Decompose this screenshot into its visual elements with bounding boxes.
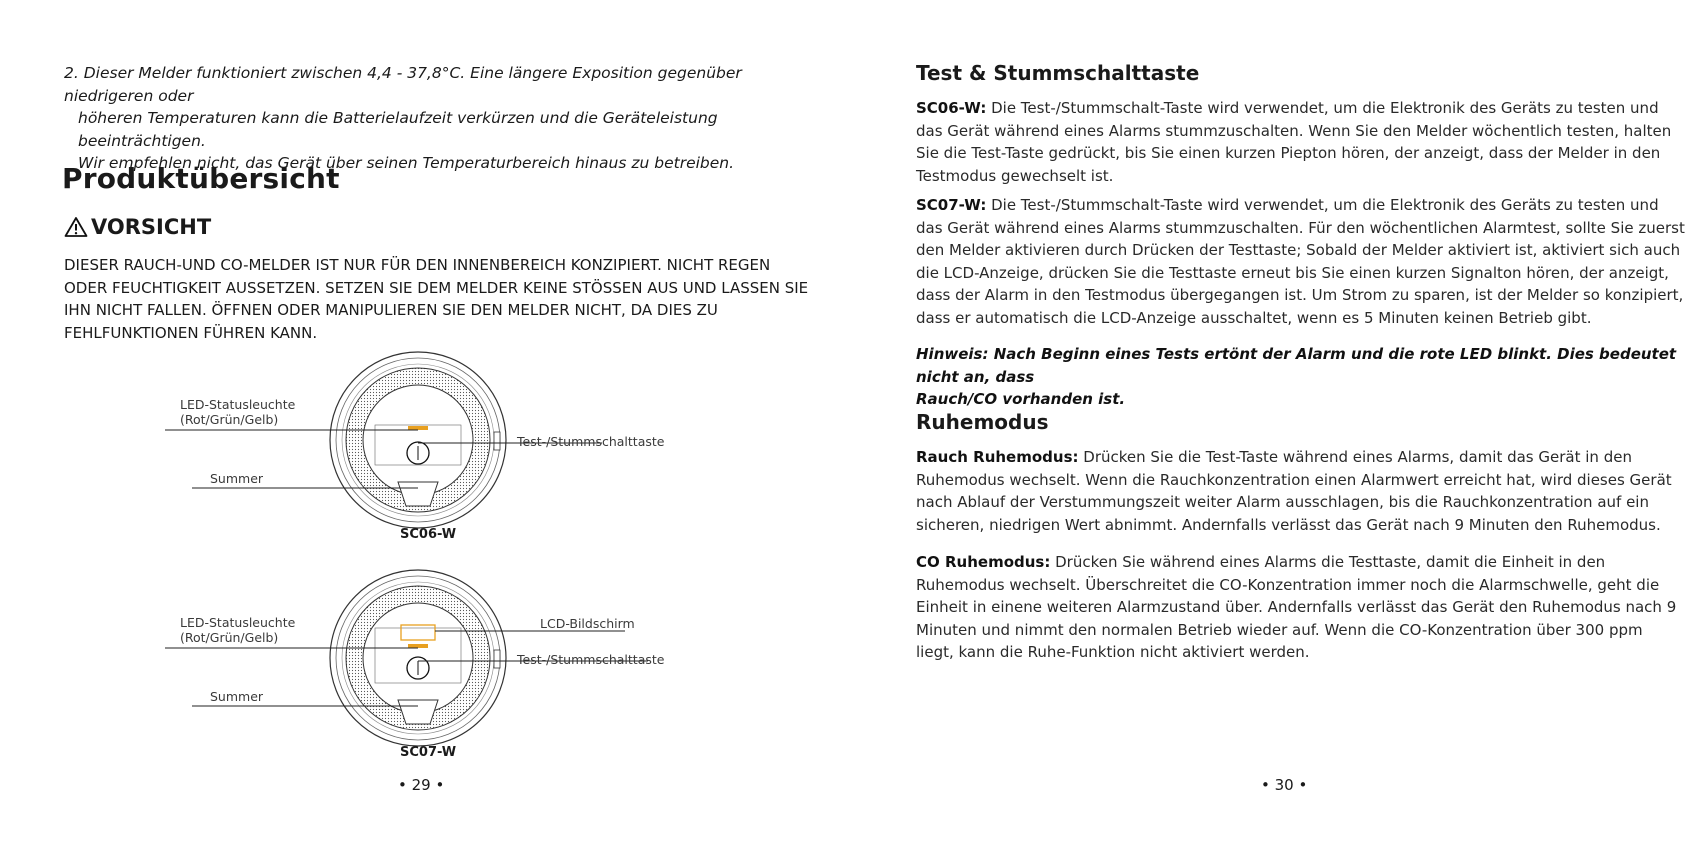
sc07-paragraph: SC07-W: Die Test-/Stummschalt-Taste wird verwendet, um die Elektronik des Geräts zu testen und das Gerät während eines Alarms stummzuschalten. Für den wöchentlichen Alarmtest, sollte Sie zuerst den Melder aktivieren durch Drücken der Testtaste; Sobald der Melder aktiviert ist, aktiviert sich auch die LCD-Anzeige, drücken Sie die Testtaste erneut bis Sie einen kurzen Signalton hören, der anzeigt, dass der Alarm in den Testmodus übergegangen ist. Um Strom zu sparen, ist der Melder so konzipiert, dass er automatisch die LCD-Anzeige ausschaltet, wenn es 5 Minuten keinen Betrieb gibt. (916, 196, 1685, 327)
caution-label: VORSICHT (91, 215, 212, 239)
caution-heading (64, 215, 211, 239)
note-line: höheren Temperaturen kann die Batterielaufzeit verkürzen und die Geräteleistung beeinträchtigen. (78, 109, 718, 150)
buzzer-label: Summer (210, 689, 264, 704)
co-hush-label: CO Ruhemodus: (916, 553, 1051, 571)
section-title-hush: Ruhemodus (916, 410, 1049, 434)
smoke-hush-paragraph: Rauch Ruhemodus: Drücken Sie die Test-Taste während eines Alarms, damit das Gerät in den Ruhemodus wechselt. Wenn die Rauchkonzentration einen Alarmwert erreicht hat, wird dieses Gerät nach Ablauf der Verstummungszeit weiter Alarm ausschlagen, bis die Rauchkonzentration auf ein sicheren, niedrigen Wert abnimmt. Andernfalls verlässt das Gerät nach 9 Minuten den Ruhemodus. (916, 448, 1672, 534)
detector-body (330, 352, 506, 528)
led-indicator (408, 426, 428, 430)
page-number: • 30 • (1261, 776, 1308, 794)
sc07-label: SC07-W: (916, 196, 987, 214)
lcd-screen-label: LCD-Bildschirm (540, 616, 635, 631)
warning-triangle-icon (64, 216, 88, 238)
led-status-label: LED-Statusleuchte (Rot/Grün/Gelb) (180, 615, 296, 645)
led-indicator (408, 644, 428, 648)
caution-line: FEHLFUNKTIONEN FÜHREN KANN. (64, 323, 318, 342)
note-line: 2. Dieser Melder funktioniert zwischen 4,4 - 37,8°C. Eine längere Exposition gegenüber niedrigeren oder (64, 64, 742, 105)
test-button-label: Test-/Stummschalttaste (517, 434, 665, 449)
test-hint: Hinweis: Nach Beginn eines Tests ertönt der Alarm und die rote LED blinkt. Dies bedeutet nicht an, dass Rauch/CO vorhanden ist. (916, 345, 1677, 408)
sc06-label: SC06-W: (916, 99, 987, 117)
model-label: SC07-W (400, 745, 457, 760)
model-label: SC06-W (400, 527, 457, 542)
buzzer-label: Summer (210, 471, 264, 486)
smoke-hush-label: Rauch Ruhemodus: (916, 448, 1079, 466)
section-title-test: Test & Stummschalttaste (916, 61, 1200, 85)
caution-text (64, 254, 814, 344)
page-title: Produktübersicht (62, 162, 340, 195)
caution-line: IHN NICHT FALLEN. ÖFFNEN ODER MANIPULIEREN SIE DEN MELDER NICHT, DA DIES ZU (64, 301, 718, 319)
right-page (851, 0, 1702, 851)
test-button-label: Test-/Stummschalttaste (517, 652, 665, 667)
co-hush-paragraph: CO Ruhemodus: Drücken Sie während eines Alarms die Testtaste, damit die Einheit in den Ruhemodus wechselt. Überschreitet die CO-Konzentration immer noch die Alarmschwelle, geht die Einheit in einene weiteren Alarmzustand über. Andernfalls verlässt das Gerät den Ruhemodus nach 9 Minuten und nimmt den normalen Betrieb wieder auf. Wenn die CO-Konzentration über 300 ppm liegt, kann die Ruhe-Funktion nicht aktiviert werden. (916, 553, 1677, 661)
temperature-note (64, 62, 804, 175)
led-status-label: LED-Statusleuchte (Rot/Grün/Gelb) (180, 397, 296, 427)
caution-line: DIESER RAUCH-UND CO-MELDER IST NUR FÜR DEN INNENBEREICH KONZIPIERT. NICHT REGEN (64, 256, 771, 274)
caution-line: ODER FEUCHTIGKEIT AUSSETZEN. SETZEN SIE DEM MELDER KEINE STÖSSEN AUS UND LASSEN SIE (64, 278, 809, 297)
page-number: • 29 • (398, 776, 445, 794)
sc06-paragraph: SC06-W: Die Test-/Stummschalt-Taste wird verwendet, um die Elektronik des Geräts zu testen und das Gerät während eines Alarms stummzuschalten. Wenn Sie den Melder wöchentlich testen, halten Sie die Test-Taste gedrückt, bis Sie einen kurzen Piepton hören, der anzeigt, dass der Melder in den Testmodus gewechselt ist. (916, 99, 1672, 185)
note-line: Wir empfehlen nicht, das Gerät über seinen Temperaturbereich hinaus zu betreiben. (78, 154, 735, 172)
detector-body (330, 570, 506, 746)
